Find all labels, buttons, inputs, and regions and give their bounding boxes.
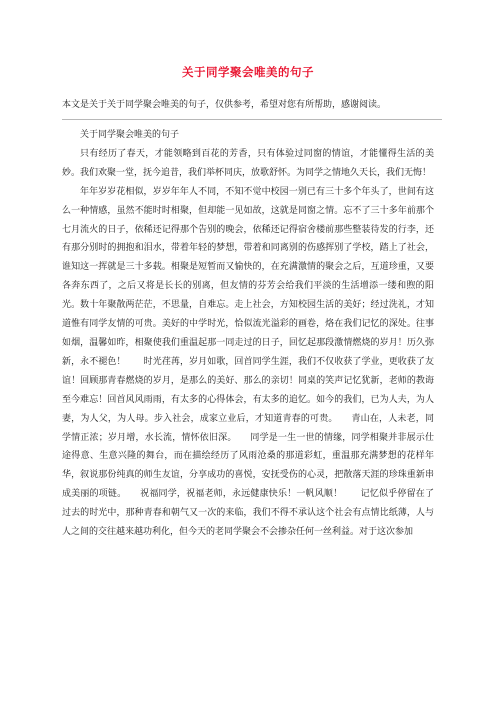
document-body xyxy=(62,126,434,542)
paragraph: 只有经历了春天，才能领略到百花的芳香，只有体验过同窗的情谊，才能懂得生活的美妙。我们欢聚一堂，抚今追昔，我们举杯同庆，放歌舒怀。为同学之情地久天长，我们无悔！ xyxy=(62,148,434,178)
subheading: 关于同学聚会唯美的句子 xyxy=(80,130,180,140)
intro-text: 本文是关于关于同学聚会唯美的句子，仅供参考，希望对您有所帮助，感谢阅读。 xyxy=(62,100,387,110)
paragraph: 年年岁岁花相似，岁岁年年人不同，不知不觉中校园一别已有三十多个年头了，世间有这么一种情感，虽然不能时时相聚，但却能一见如故，这就是同窗之情。忘不了三十多年前那个七月流火的日子，依稀还记得那个告别的晚会，依稀还记得宿舍楼前那些整装待发的行李，还有那分别时的拥抱和泪水，带着年轻的梦想，带着和同离别的伤感挥别了学校，踏上了社会，谁知这一挥就是三十多载。相聚是短暂而又愉快的，在充满激情的聚会之后，互道珍重，又要各奔东西了，之后又将是长长的别离，但友情的芬芳会给我们平淡的生活增添一缕和煦的阳光。数十年聚散两茫茫，不思量，自难忘。走上社会，方知校园生活的美好；经过洗礼，才知道惟有同学友情的可贵。美好的中学时光，恰似流光溢彩的画卷，烙在我们记忆的深处。往事如烟，温馨如昨，相聚使我们重温起那一同走过的日子，回忆起那段激情燃烧的岁月！历久弥新，永不褪色！ 时光荏苒，岁月如歌，回首同学生涯，我们不仅收获了学业，更收获了友谊！回顾那青春燃烧的岁月，是那么的美好、那么的亲切！同桌的笑声记忆犹新，老师的教诲至今难忘！回首风风雨雨，有太多的心得体会，有太多的追忆。如今的我们，已为人夫，为人妻，为人父，为人母。步入社会，成家立业后，才知道青春的可贵。 青山在，人未老，同学情正浓；岁月增，水长流，情怀依旧深。 同学是一生一世的情缘，同学相聚并非展示仕途得意、生意兴隆的舞台，而在描绘经历了风雨沧桑的那道彩虹，重温那充满梦想的花样年华，叙说那份纯真的师生友谊，分享成功的喜悦，安抚受伤的心灵，把散落天涯的珍珠重新串成美丽的项链。 祝福同学，祝福老师，永远健康快乐！一帆风顺！ 记忆似乎停留在了过去的时光中，那种青春和朝气又一次的来临，我们不得不承认这个社会有点情比纸薄，人与人之间的交往越来越功利化，但今天的老同学聚会不会掺杂任何一丝利益。对于这次参加 xyxy=(62,186,434,538)
divider xyxy=(62,119,442,120)
document-title: 关于同学聚会唯美的句子 xyxy=(182,65,314,79)
